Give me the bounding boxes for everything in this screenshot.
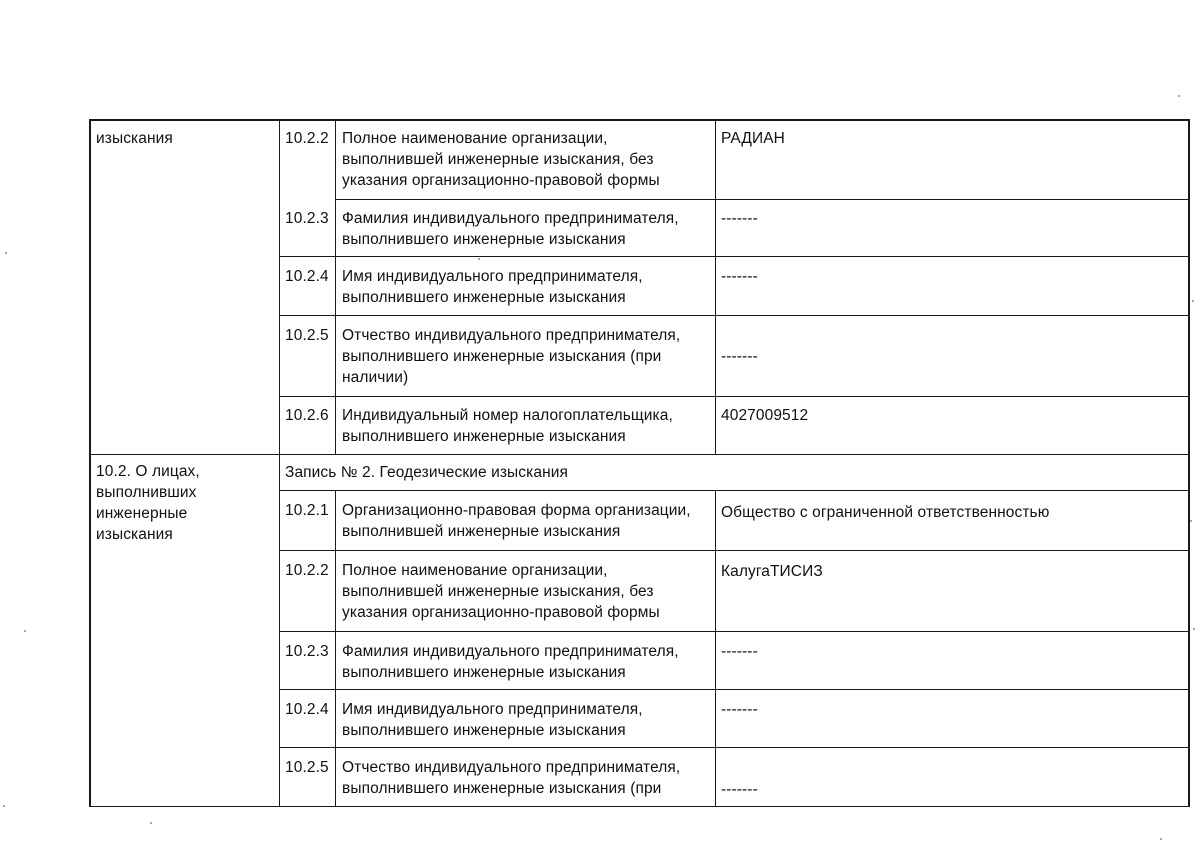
scan-speck	[24, 630, 26, 632]
row-value: РАДИАН	[721, 130, 785, 147]
row-divider	[279, 490, 1189, 491]
row-divider	[279, 396, 1189, 397]
row-divider	[279, 689, 1189, 690]
scan-speck	[150, 822, 152, 824]
row-label-line: выполнившего инженерные изыскания	[342, 428, 626, 445]
section-label-line: выполнивших	[96, 484, 197, 501]
scan-speck	[1190, 520, 1192, 522]
column-divider	[279, 119, 280, 807]
row-value: -------	[721, 268, 758, 285]
table-right-border	[1188, 119, 1190, 807]
scan-speck	[5, 252, 7, 254]
row-value: -------	[721, 643, 758, 660]
row-label-line: Отчество индивидуального предпринимателя,	[342, 327, 681, 344]
row-label-line: Имя индивидуального предпринимателя,	[342, 268, 643, 285]
table-left-border	[89, 119, 91, 807]
row-divider	[279, 256, 1189, 257]
row-label-line: выполнившего инженерные изыскания	[342, 722, 626, 739]
column-divider	[335, 490, 336, 807]
row-label-line: выполнившего инженерные изыскания	[342, 231, 626, 248]
row-label-line: указания организационно-правовой формы	[342, 604, 660, 621]
row-code: 10.2.4	[285, 268, 329, 285]
row-label-line: выполнившего инженерные изыскания (при	[342, 780, 662, 797]
row-label-line: Отчество индивидуального предпринимателя,	[342, 759, 681, 776]
row-value: -------	[721, 348, 758, 365]
row-value: -------	[721, 210, 758, 227]
column-divider	[715, 490, 716, 807]
row-label-line: Организационно-правовая форма организации,	[342, 502, 691, 519]
row-code: 10.2.5	[285, 327, 329, 344]
record-title: Запись № 2. Геодезические изыскания	[285, 464, 568, 481]
scan-speck	[1160, 838, 1162, 840]
table-bottom-border	[89, 806, 1189, 807]
table-top-border	[89, 119, 1189, 121]
row-label-line: Фамилия индивидуального предпринимателя,	[342, 643, 679, 660]
row-label-line: выполнившей инженерные изыскания, без	[342, 151, 654, 168]
section-label-line: инженерные	[96, 505, 188, 522]
row-value: -------	[721, 701, 758, 718]
row-label-line: Имя индивидуального предпринимателя,	[342, 701, 643, 718]
row-value: Общество с ограниченной ответственностью	[721, 504, 1050, 521]
scan-speck	[1193, 628, 1195, 630]
row-label-line: наличии)	[342, 369, 409, 386]
row-label-line: указания организационно-правовой формы	[342, 172, 660, 189]
row-code: 10.2.2	[285, 130, 329, 147]
scan-speck	[1178, 95, 1180, 97]
row-divider	[335, 199, 1189, 200]
row-code: 10.2.2	[285, 562, 329, 579]
scan-speck	[3, 805, 5, 807]
row-code: 10.2.5	[285, 759, 329, 776]
row-label-line: Фамилия индивидуального предпринимателя,	[342, 210, 679, 227]
row-divider	[279, 550, 1189, 551]
row-code: 10.2.4	[285, 701, 329, 718]
row-divider	[279, 315, 1189, 316]
row-label-line: выполнившей инженерные изыскания, без	[342, 583, 654, 600]
section-divider	[89, 454, 1189, 455]
column-divider	[715, 119, 716, 455]
row-code: 10.2.3	[285, 643, 329, 660]
row-divider	[279, 747, 1189, 748]
row-divider	[279, 631, 1189, 632]
row-label-line: выполнившей инженерные изыскания	[342, 523, 621, 540]
section-label-continued: изыскания	[96, 130, 173, 147]
row-value: КалугаТИСИЗ	[721, 563, 823, 580]
scan-speck	[1192, 300, 1194, 302]
section-label-line: изыскания	[96, 526, 173, 543]
row-label-line: выполнившего инженерные изыскания	[342, 664, 626, 681]
row-value: -------	[721, 781, 758, 798]
row-label-line: Полное наименование организации,	[342, 130, 608, 147]
section-label-line: 10.2. О лицах,	[96, 463, 200, 480]
row-code: 10.2.6	[285, 407, 329, 424]
row-label-line: Полное наименование организации,	[342, 562, 608, 579]
row-label-line: выполнившего инженерные изыскания (при	[342, 348, 662, 365]
scan-speck	[478, 258, 480, 260]
column-divider	[335, 119, 336, 455]
row-label-line: Индивидуальный номер налогоплательщика,	[342, 407, 673, 424]
row-label-line: выполнившего инженерные изыскания	[342, 289, 626, 306]
row-value: 4027009512	[721, 407, 809, 424]
row-code: 10.2.3	[285, 210, 329, 227]
row-code: 10.2.1	[285, 502, 329, 519]
